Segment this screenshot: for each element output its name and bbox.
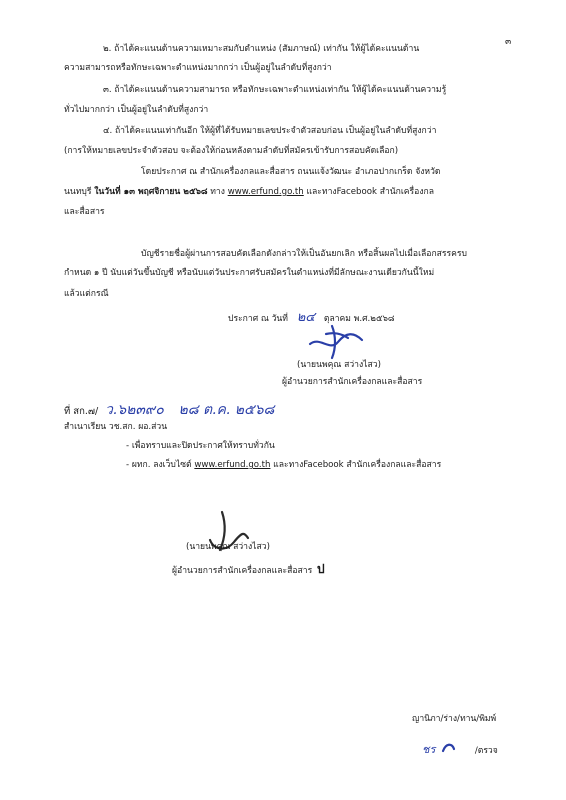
- signature-1-title: ผู้อำนวยการสำนักเครื่องกลและสื่อสาร: [282, 377, 423, 387]
- criteria-item-2-line-1: ๒. ถ้าได้คะแนนด้านความเหมาะสมกับตำแหน่ง (สัมภาษณ์) เท่ากัน ให้ผู้ได้คะแนนด้าน: [103, 44, 420, 54]
- signature-2-title-text: ผู้อำนวยการสำนักเครื่องกลและสื่อสาร: [172, 566, 313, 576]
- distribution-item-1: - เพื่อทราบและปิดประกาศให้ทราบทั่วกัน: [126, 441, 275, 451]
- distribution-website-link[interactable]: www.erfund.go.th: [194, 460, 271, 470]
- criteria-item-3-line-2: ทั่วไปมากกว่า เป็นผู้อยู่ในลำดับที่สูงกว่า: [64, 105, 209, 115]
- announced-suffix: ตุลาคม พ.ศ.๒๕๖๘: [323, 314, 395, 324]
- announce-line-1: โดยประกาศ ณ สำนักเครื่องกลและสื่อสาร ถนนแจ้งวัฒนะ อำเภอปากเกร็ด จังหวัด: [141, 167, 441, 177]
- distribution-item-2-pre: - ผทก. ลงเว็บไซต์: [126, 460, 192, 470]
- signature-2-name: (นายนพคุณ สว่างไสว): [186, 542, 270, 552]
- page-number: ๓: [505, 37, 512, 47]
- signature-2-mark: ป: [316, 562, 325, 576]
- director-signature-1: [306, 322, 366, 362]
- distribution-item-2-post: และทางFacebook สำนักเครื่องกลและสื่อสาร: [273, 460, 442, 470]
- signature-2-title: [172, 563, 325, 576]
- announce-line-2: [64, 188, 434, 197]
- announce-website-link[interactable]: www.erfund.go.th: [227, 187, 304, 197]
- footer-check-label: /ตรวจ: [474, 746, 498, 756]
- validity-line-1: บัญชีรายชื่อผู้ผ่านการสอบคัดเลือกดังกล่าวให้เป็นอันยกเลิก หรือสิ้นผลไปเมื่อเลือกสรรครบ: [141, 249, 467, 259]
- announced-day-handwritten: ๒๔: [296, 310, 316, 325]
- footer-checker: [422, 737, 498, 756]
- criteria-item-4-line-1: ๔. ถ้าได้คะแนนเท่ากันอีก ให้ผู้ที่ได้รับหมายเลขประจำตัวสอบก่อน เป็นผู้อยู่ในลำดับที่สูงกว่า: [103, 126, 437, 136]
- validity-line-2: กำหนด ๑ ปี นับแต่วันขึ้นบัญชี หรือนับแต่วันประกาศรับสมัครในตำแหน่งที่มีลักษณะงานเดียวกันนี้ใหม่: [64, 268, 435, 278]
- criteria-item-4-line-2: (การให้หมายเลขประจำตัวสอบ จะต้องให้ก่อนหลังตามลำดับที่สมัครเข้ารับการสอบคัดเลือก): [64, 146, 399, 156]
- distribution-header: สำเนาเรียน วช.สก. ผอ.ส่วน: [64, 422, 168, 432]
- announce-via: ทาง: [210, 187, 225, 197]
- reference-number-handwritten: ว.๖๒๓๙๐: [104, 402, 164, 418]
- criteria-item-2-line-2: ความสามารถหรือทักษะเฉพาะตำแหน่งมากกว่า เป็นผู้อยู่ในลำดับที่สูงกว่า: [64, 63, 332, 73]
- reference-date-handwritten: ๒๘ ต.ค. ๒๕๖๘: [178, 402, 275, 418]
- announce-facebook: และทางFacebook สำนักเครื่องกล: [306, 187, 434, 197]
- signature-1-name: (นายนพคุณ สว่างไสว): [297, 360, 381, 370]
- reference-prefix: ที่ สก.๗/: [64, 406, 99, 417]
- validity-line-3: แล้วแต่กรณี: [64, 289, 109, 299]
- footer-checker-initials-handwritten: ชร: [422, 743, 436, 756]
- announce-line-3: และสื่อสาร: [64, 207, 105, 217]
- reference-line: [64, 403, 274, 417]
- announce-province: นนทบุรี: [64, 187, 92, 197]
- footer-drafter: ญานิภา/ร่าง/ทาน/พิมพ์: [412, 714, 497, 724]
- footer-checker-mark: [440, 739, 458, 755]
- distribution-item-2: [126, 461, 441, 470]
- criteria-item-3-line-1: ๓. ถ้าได้คะแนนด้านความสามารถ หรือทักษะเฉพาะตำแหน่งเท่ากัน ให้ผู้ได้คะแนนด้านความรู้: [103, 85, 447, 95]
- announced-prefix: ประกาศ ณ วันที่: [228, 314, 288, 324]
- announce-date: ในวันที่ ๑๓ พฤศจิกายน ๒๕๖๘: [94, 187, 208, 197]
